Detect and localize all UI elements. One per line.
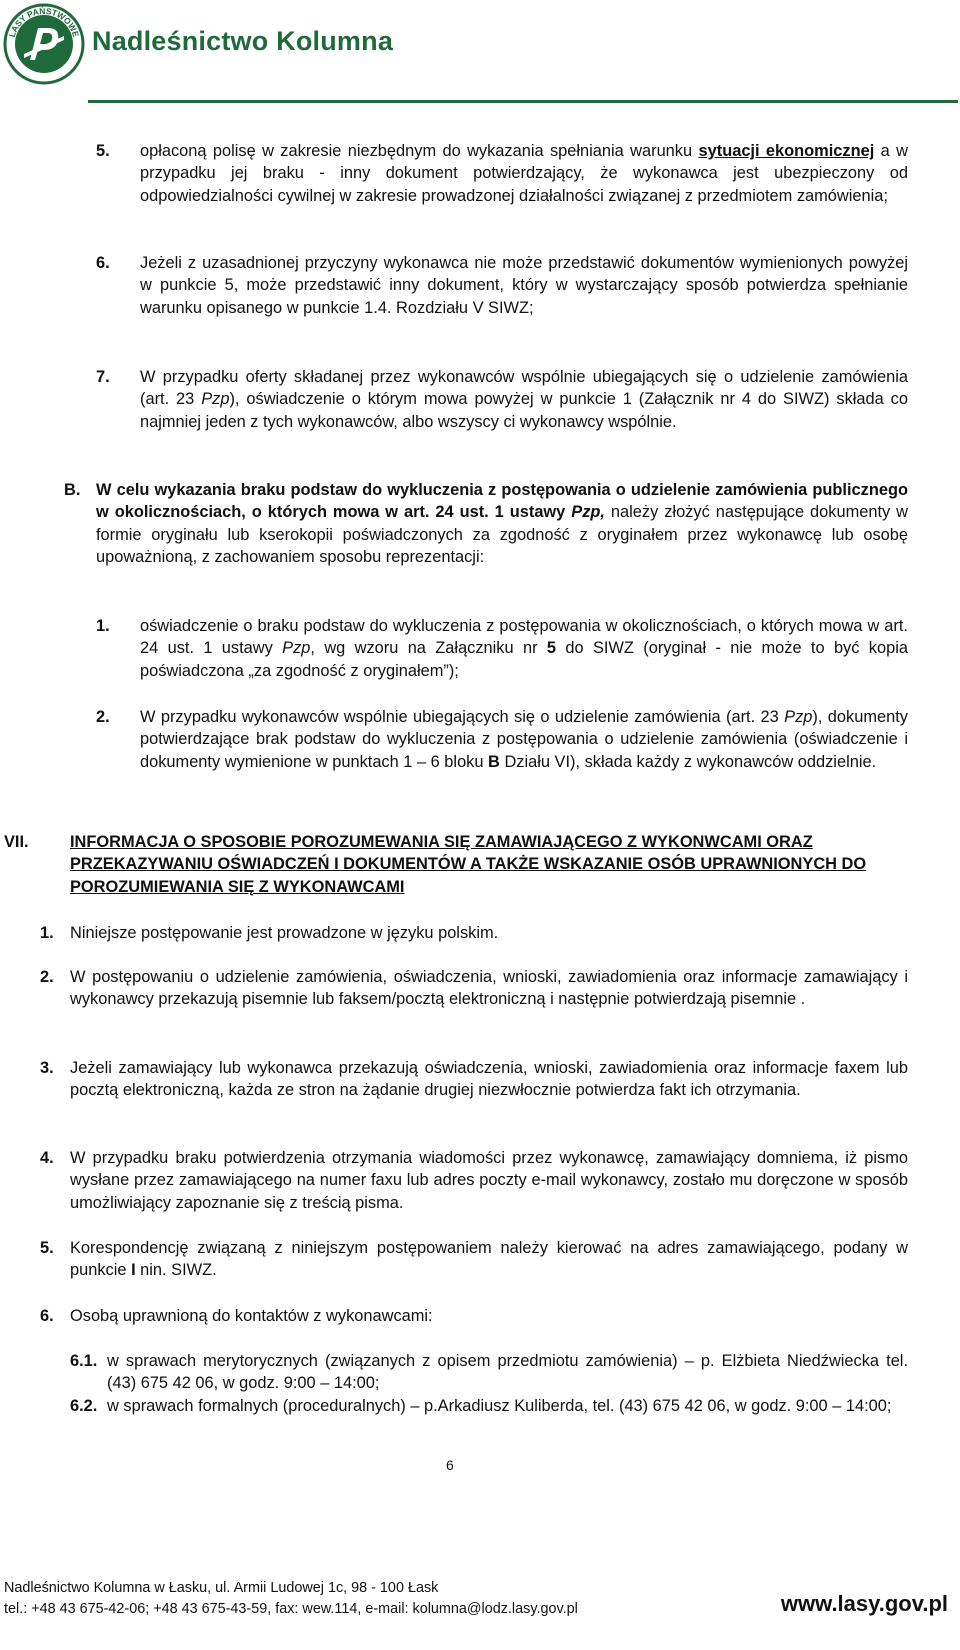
list-item-number: 6. [40,1307,54,1325]
list-item-number: 5. [40,1239,54,1257]
sub-item-number: 6.1. [70,1352,98,1370]
list-item-number: 6. [96,254,110,272]
footer-website[interactable]: www.lasy.gov.pl [780,1591,948,1616]
list-item-text: Osobą uprawnioną do kontaktów z wykonawcami: [70,1307,433,1325]
list-item-number: 2. [40,968,54,986]
list-item-number: 4. [40,1149,54,1167]
logo-text: LASY PAŃSTWOWE [6,5,82,39]
page-header [0,0,960,110]
list-item-text: Jeżeli zamawiający lub wykonawca przekazują oświadczenia, wnioski, zawiadomienia oraz informacje faxem lub pocztą elektroniczną, każda ze stron na żądanie drugiej niezwłocznie potwierdza fakt ich otrzymania. [70,1059,908,1100]
footer-address: Nadleśnictwo Kolumna w Łasku, ul. Armii Ludowej 1c, 98 - 100 Łask [4,1580,439,1596]
list-item-text: W przypadku wykonawców wspólnie ubiegających się o udzielenie zamówienia (art. 23 Pzp), dokumenty potwierdzające brak podstaw do wykluczenia z postępowania o udzielenie zamówienia (oświadczenie i dokumenty wymienione w punktach 1 – 6 bloku B Działu VI), składa każdy z wykonawców oddzielnie. [140,708,908,771]
list-item-text: Korespondencję związaną z niniejszym postępowaniem należy kierować na adres zamawiającego, podany w punkcie I nin. SIWZ. [70,1239,908,1280]
list-item-number: 3. [40,1059,54,1077]
list-item-text: opłaconą polisę w zakresie niezbędnym do wykazania spełniania warunku sytuacji ekonomicznej a w przypadku jej braku - inny dokument potwierdzający, że wykonawca jest ubezpieczony od odpowiedzialności cywilnej w zakresie prowadzonej działalności związanej z przedmiotem zamówienia; [140,142,909,205]
list-item-text: W przypadku oferty składanej przez wykonawców wspólnie ubiegających się o udzielenie zamówienia (art. 23 Pzp), oświadczenie o którym mowa powyżej w punkcie 1 (Załącznik nr 4 do SIWZ) składa co najmniej jeden z tych wykonawców, albo wszyscy ci wykonawcy wspólnie. [140,368,908,431]
section-number: VII. [4,833,29,851]
section-title: INFORMACJA O SPOSOBIE POROZUMEWANIA SIĘ ZAMAWIAJĄCEGO Z WYKONWCAMI ORAZ PRZEKAZYWANIU OŚWIADCZEŃ I DOKUMENTÓW A TAKŻE WSKAZANIE OSÓB UPRAWNIONYCH DO POROZUMIEWANIA SIĘ Z WYKONAWCAMI [70,833,867,896]
section-letter: B. [64,481,81,499]
sub-item-text: w sprawach merytorycznych (związanych z opisem przedmiotu zamówienia) – p. Elżbieta Niedźwiecka tel. (43) 675 42 06, w godz. 9:00 – 14:00; [107,1352,908,1393]
list-item-number: 5. [96,142,110,160]
list-item-number: 1. [96,617,110,635]
section-b-intro: W celu wykazania braku podstaw do wykluczenia z postępowania o udzielenie zamówienia publicznego w okolicznościach, o których mowa w art. 24 ust. 1 ustawy Pzp, należy złożyć następujące dokumenty w formie oryginału lub kserokopii poświadczonych za zgodność z oryginałem przez wykonawcę lub osobę upoważnioną, z zachowaniem sposobu reprezentacji: [96,481,908,567]
page-number: 6 [446,1457,454,1473]
list-item-text: Niniejsze postępowanie jest prowadzone w języku polskim. [70,924,499,942]
footer-contact: tel.: +48 43 675-42-06; +48 43 675-43-59, fax: wew.114, e-mail: kolumna@lodz.lasy.gov.pl [4,1601,578,1617]
list-item-number: 7. [96,368,110,386]
list-item-number: 1. [40,924,54,942]
list-item-text: W postępowaniu o udzielenie zamówienia, oświadczenia, wnioski, zawiadomienia oraz informacje zamawiający i wykonawcy przekazują pisemnie lub faksem/pocztą elektroniczną i następnie potwierdzają pisemnie . [70,968,908,1009]
sub-item-number: 6.2. [70,1397,98,1415]
organization-name: Nadleśnictwo Kolumna [92,26,394,56]
list-item-text: oświadczenie o braku podstaw do wykluczenia z postępowania w okolicznościach, o których mowa w art. 24 ust. 1 ustawy Pzp, wg wzoru na Załączniku nr 5 do SIWZ (oryginał - nie może to być kopia poświadczona „za zgodność z oryginałem”); [140,617,908,680]
list-item-text: W przypadku braku potwierdzenia otrzymania wiadomości przez wykonawcę, zamawiający domniema, iż pismo wysłane przez zamawiającego na numer faxu lub adres poczty e-mail wykonawcy, zostało mu doręczone w sposób umożliwiający zapoznanie się z treścią pisma. [70,1149,908,1212]
list-item-number: 2. [96,708,110,726]
list-item-text: Jeżeli z uzasadnionej przyczyny wykonawca nie może przedstawić dokumentów wymienionych powyżej w punkcie 5, może przedstawić inny dokument, który w wystarczający sposób potwierdza spełnianie warunku opisanego w punkcie 1.4. Rozdziału V SIWZ; [140,254,908,317]
header-divider [88,100,958,103]
lasy-panstwowe-logo-icon [2,2,86,86]
sub-item-text: w sprawach formalnych (proceduralnych) – p.Arkadiusz Kuliberda, tel. (43) 675 42 06, w godz. 9:00 – 14:00; [107,1397,892,1415]
